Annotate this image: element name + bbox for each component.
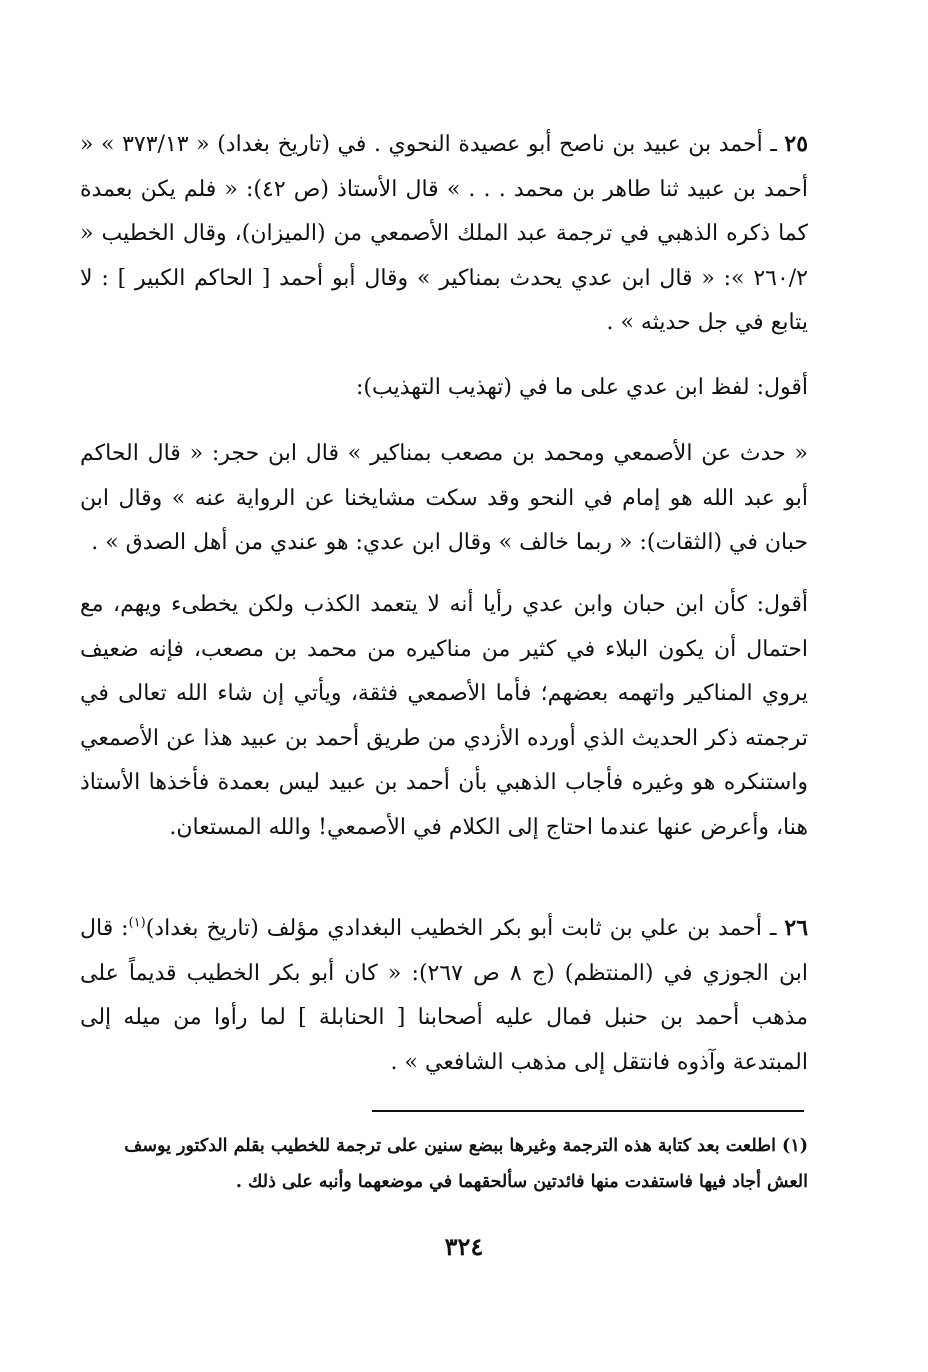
footnote-divider — [372, 1110, 804, 1112]
footnote-text: (١) اطلعت بعد كتابة هذه الترجمة وغيرها ببضع سنين على ترجمة للخطيب بقلم الدكتور يوسف العش أجاد فيها فاستفدت منها فائدتين سألحقهما في موضعهما وأنبه على ذلك . — [124, 1136, 808, 1192]
entry-26-number: ٢٦ — [784, 915, 809, 941]
entry-26-paragraph — [80, 906, 808, 1085]
entry-26-text-before-note: ـ أحمد بن علي بن ثابت أبو بكر الخطيب البغدادي مؤلف (تاريخ بغداد) — [145, 916, 777, 941]
entry-25-text: ـ أحمد بن عبيد بن ناصح أبو عصيدة النحوي . في (تاريخ بغداد) « ٣٧٣/١٣ » « أحمد بن عبيد ثنا طاهر بن محمد . . . » قال الأستاذ (ص ٤٢): « فلم يكن بعمدة كما ذكره الذهبي في ترجمة عبد الملك الأصمعي من (الميزان)، وقال الخطيب « ٢٦٠/٢ »: « قال ابن عدي يحدث بمناكير » وقال أبو أحمد [ الحاكم الكبير ] : لا يتابع في جل حديثه » . — [80, 132, 808, 335]
footnote-marker: (١) — [128, 915, 146, 931]
quote-paragraph: « حدث عن الأصمعي ومحمد بن مصعب بمناكير » قال ابن حجر: « قال الحاكم أبو عبد الله هو إمام في النحو وقد سكت مشايخنا عن الرواية عنه » وقال ابن حبان في (الثقات): « ربما خالف » وقال ابن عدي: هو عندي من أهل الصدق » . — [80, 441, 808, 555]
entry-25-paragraph — [80, 122, 808, 346]
entry-26-text-after-note: : قال ابن الجوزي في (المنتظم) (ج ٨ ص ٢٦٧): « كان أبو بكر الخطيب قديماً على مذهب أحمد بن حنبل فمال عليه أصحابنا [ الحنابلة ] لما رأوا من ميله إلى المبتدعة وآذوه فانتقل إلى مذهب الشافعي » . — [80, 916, 808, 1075]
comment-paragraph-1: أقول: لفظ ابن عدي على ما في (تهذيب التهذيب): — [356, 375, 808, 400]
comment-paragraph-2: أقول: كأن ابن حبان وابن عدي رأيا أنه لا يتعمد الكذب ولكن يخطىء ويهم، مع احتمال أن يكون البلاء في كثير من مناكيره من محمد بن مصعب، فإنه ضعيف يروي المناكير واتهمه بعضهم؛ فأما الأصمعي فثقة، ويأتي إن شاء الله تعالى في ترجمته ذكر الحديث الذي أورده الأزدي من طريق أحمد بن عبيد هذا عن الأصمعي واستنكره هو وغيره فأجاب الذهبي بأن أحمد بن عبيد ليس بعمدة فأخذها الأستاذ هنا، وأعرض عنها عندما احتاج إلى الكلام في الأصمعي! والله المستعان. — [80, 592, 808, 840]
entry-25-number: ٢٥ — [784, 131, 809, 157]
page-number: ٣٢٤ — [444, 1232, 484, 1261]
